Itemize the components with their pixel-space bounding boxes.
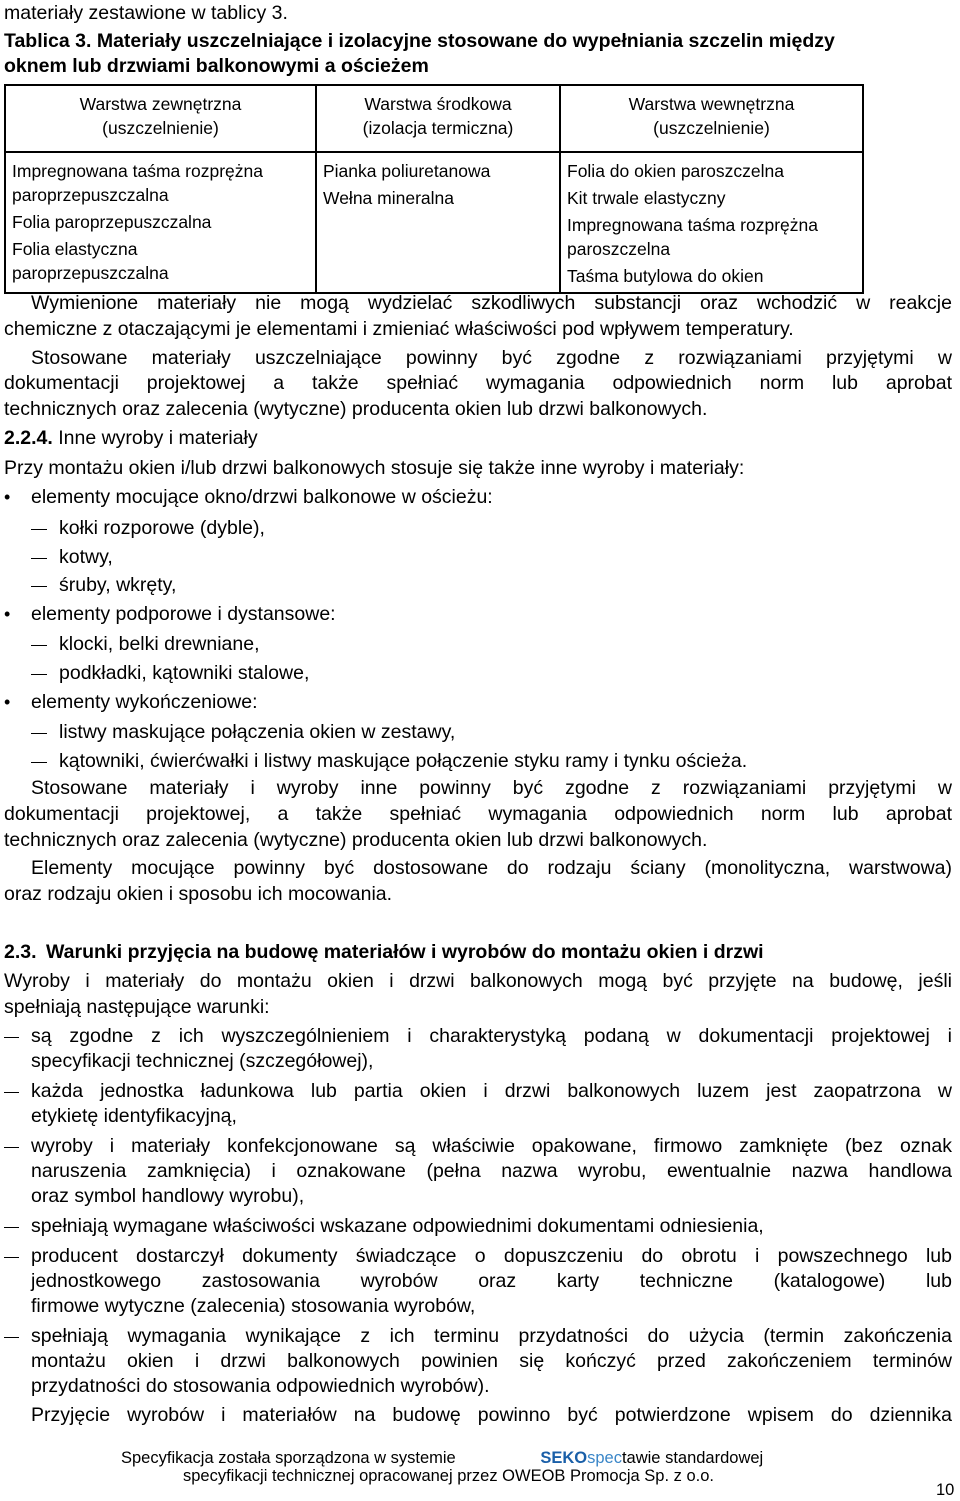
table-cell-text: Folia elastyczna <box>12 239 138 259</box>
table-cell-text: Wełna mineralna <box>323 188 454 208</box>
bullet-icon: • <box>4 487 11 507</box>
bullet-icon: • <box>4 692 11 712</box>
bullet-1-item-3: śruby, wkręty, <box>59 574 177 596</box>
para5-line-2: oraz rodzaju okien i sposobu ich mocowania. <box>4 883 393 905</box>
condition-1-line-1: są zgodne z ich wyszczególnieniem i charakterystyką podaną w dokumentacji projektowej i <box>31 1025 952 1047</box>
para2-line-1: Stosowane materiały uszczelniające powinny być zgodne z rozwiązaniami przyjętymi w <box>31 347 952 369</box>
dash-icon <box>31 558 47 559</box>
header-middle-line-2: (izolacja termiczna) <box>362 118 514 138</box>
dash-icon <box>4 1037 19 1038</box>
section-23-number: 2.3. <box>4 941 37 963</box>
dash-icon <box>4 1257 19 1258</box>
bullet-2-item-1: klocki, belki drewniane, <box>59 633 260 655</box>
header-outer-line-2: (uszczelnienie) <box>102 118 219 138</box>
para4-line-2: dokumentacji projektowej, a także spełniać wymagania odpowiednich norm lub aprobat <box>4 803 952 825</box>
header-cell-middle <box>316 85 560 152</box>
table-header-row <box>5 85 863 152</box>
table-cell-text: paroszczelna <box>567 239 671 259</box>
bullet-2-label: elementy podporowe i dystansowe: <box>31 603 336 625</box>
bullet-3-label: elementy wykończeniowe: <box>31 691 258 713</box>
para2-line-3: technicznych oraz zalecenia (wytyczne) producenta okien lub drzwi balkonowych. <box>4 398 708 420</box>
header-inner-line-2: (uszczelnienie) <box>653 118 770 138</box>
para6-line-1: Wyroby i materiały do montażu okien i drzwi balkonowych mogą być przyjęte na budowę, jeśli <box>4 970 952 992</box>
dash-icon <box>31 762 47 763</box>
table-cell-text: paroprzepuszczalna <box>12 263 169 283</box>
bullet-icon: • <box>4 604 11 624</box>
footer-line-1-prefix: Specyfikacja została sporządzona w systemie <box>121 1449 456 1467</box>
para2-line-2: dokumentacji projektowej a także spełniać wymagania odpowiednich norm lub aprobat <box>4 372 952 394</box>
para3: Przy montażu okien i/lub drzwi balkonowych stosuje się także inne wyroby i materiały: <box>4 457 745 479</box>
table-body-row <box>5 152 863 293</box>
dash-icon <box>31 645 47 646</box>
header-cell-outer <box>5 85 316 152</box>
bullet-2-item-2: podkładki, kątowniki stalowe, <box>59 662 310 684</box>
header-inner-line-1: Warstwa wewnętrzna <box>628 94 795 114</box>
condition-3-line-1: wyroby i materiały konfekcjonowane są właściwie opakowane, firmowo zamknięte (bez oznak <box>31 1135 952 1157</box>
condition-3-line-2: naruszenia zamknięcia) i oznakowane (pełna nazwa wyrobu, ewentualnie nazwa handlowa <box>31 1160 952 1182</box>
materials-table <box>4 84 864 294</box>
condition-1-line-2: specyfikacji technicznej (szczegółowej), <box>31 1050 374 1072</box>
dash-icon <box>31 674 47 675</box>
bullet-1-item-2: kotwy, <box>59 546 113 568</box>
condition-4-line-1: spełniają wymagane właściwości wskazane odpowiednimi dokumentami odniesienia, <box>31 1215 764 1237</box>
table-cell-text: Taśma butylowa do okien <box>567 266 764 286</box>
footer-line-1-suffix: tawie standardowej <box>621 1449 764 1467</box>
dash-icon <box>31 529 47 530</box>
section-224-title: Inne wyroby i materiały <box>58 427 258 449</box>
bullet-3-item-1: listwy maskujące połączenia okien w zestawy, <box>59 721 456 743</box>
condition-2-line-1: każda jednostka ładunkowa lub partia okien i drzwi balkonowych luzem jest zaopatrzona w <box>31 1080 952 1102</box>
table-cell-text: Kit trwale elastyczny <box>567 188 726 208</box>
condition-3-line-3: oraz symbol handlowy wyrobu), <box>31 1185 305 1207</box>
table-cell-text: Impregnowana taśma rozprężna <box>12 161 263 181</box>
table-cell-text: Folia do okien paroszczelna <box>567 161 784 181</box>
para4-line-3: technicznych oraz zalecenia (wytyczne) producenta okien lub drzwi balkonowych. <box>4 829 708 851</box>
para6-line-2: spełniają następujące warunki: <box>4 996 270 1018</box>
header-cell-inner <box>560 85 863 152</box>
condition-5-line-1: producent dostarczył dokumenty świadczące o dopuszczeniu do obrotu i powszechnego lub <box>31 1245 952 1267</box>
header-middle-line-1: Warstwa środkowa <box>364 94 512 114</box>
brand-seko-text: SEKO <box>540 1449 588 1467</box>
table-cell-text: Pianka poliuretanowa <box>323 161 491 181</box>
dash-icon <box>31 733 47 734</box>
condition-5-line-3: firmowe wytyczne (zalecenia) stosowania wyrobów, <box>31 1295 476 1317</box>
condition-6-line-3: przydatności do stosowania odpowiednich wyrobów). <box>31 1375 490 1397</box>
dash-icon <box>4 1092 19 1093</box>
header-outer-line-1: Warstwa zewnętrzna <box>79 94 242 114</box>
dash-icon <box>4 1227 19 1228</box>
table-cell-text: paroprzepuszczalna <box>12 185 169 205</box>
condition-5-line-2: jednostkowego zastosowania wyrobów oraz karty techniczne (katalogowe) lub <box>31 1270 952 1292</box>
section-224-heading <box>4 425 952 453</box>
para5-line-1: Elementy mocujące powinny być dostosowane do rodzaju ściany (monolityczna, warstwowa) <box>31 857 952 879</box>
page-number: 10 <box>936 1481 955 1499</box>
para1-line-2: chemiczne z otaczającymi je elementami i zmieniać właściwości pod wpływem temperatury. <box>4 318 794 340</box>
table-cell-text: Impregnowana taśma rozprężna <box>567 215 818 235</box>
table-caption-line-2: oknem lub drzwiami balkonowymi a ościeżem <box>4 55 429 77</box>
section-224-number: 2.2.4. <box>4 427 53 449</box>
table-caption-line-1: Tablica 3. Materiały uszczelniające i izolacyjne stosowane do wypełniania szczelin między <box>4 30 835 52</box>
section-23-heading <box>4 939 952 967</box>
bullet-3-item-2: kątowniki, ćwierćwałki i listwy maskujące połączenie styku ramy i tynku ościeża. <box>59 750 748 772</box>
intro-line: materiały zestawione w tablicy 3. <box>4 2 288 24</box>
bullet-1-label: elementy mocujące okno/drzwi balkonowe w ościeżu: <box>31 486 493 508</box>
brand-spec-text: spec <box>587 1449 622 1467</box>
dash-icon <box>4 1147 19 1148</box>
dash-icon <box>31 586 47 587</box>
condition-6-line-1: spełniają wymagania wynikające z ich terminu przydatności do użycia (termin zakończenia <box>31 1325 952 1347</box>
footer-line-2: specyfikacji technicznej opracowanej przez OWEOB Promocja Sp. z o.o. <box>183 1467 714 1485</box>
bullet-1-item-1: kołki rozporowe (dyble), <box>59 517 265 539</box>
body-cell-inner <box>560 152 863 293</box>
para1-line-1: Wymienione materiały nie mogą wydzielać szkodliwych substancji oraz wchodzić w reakcje <box>31 292 952 314</box>
condition-6-line-2: montażu okien i drzwi balkonowych powinien się kończyć przed zakończeniem terminów <box>31 1350 952 1372</box>
para7: Przyjęcie wyrobów i materiałów na budowę powinno być potwierdzone wpisem do dziennika <box>31 1404 952 1426</box>
dash-icon <box>4 1337 19 1338</box>
section-23-title: Warunki przyjęcia na budowę materiałów i wyrobów do montażu okien i drzwi <box>45 941 764 963</box>
para4-line-1: Stosowane materiały i wyroby inne powinny być zgodne z rozwiązaniami przyjętymi w <box>31 777 952 799</box>
table-cell-text: Folia paroprzepuszczalna <box>12 212 212 232</box>
body-cell-middle <box>316 152 560 293</box>
condition-2-line-2: etykietę identyfikacyjną, <box>31 1105 237 1127</box>
body-cell-outer <box>5 152 316 293</box>
